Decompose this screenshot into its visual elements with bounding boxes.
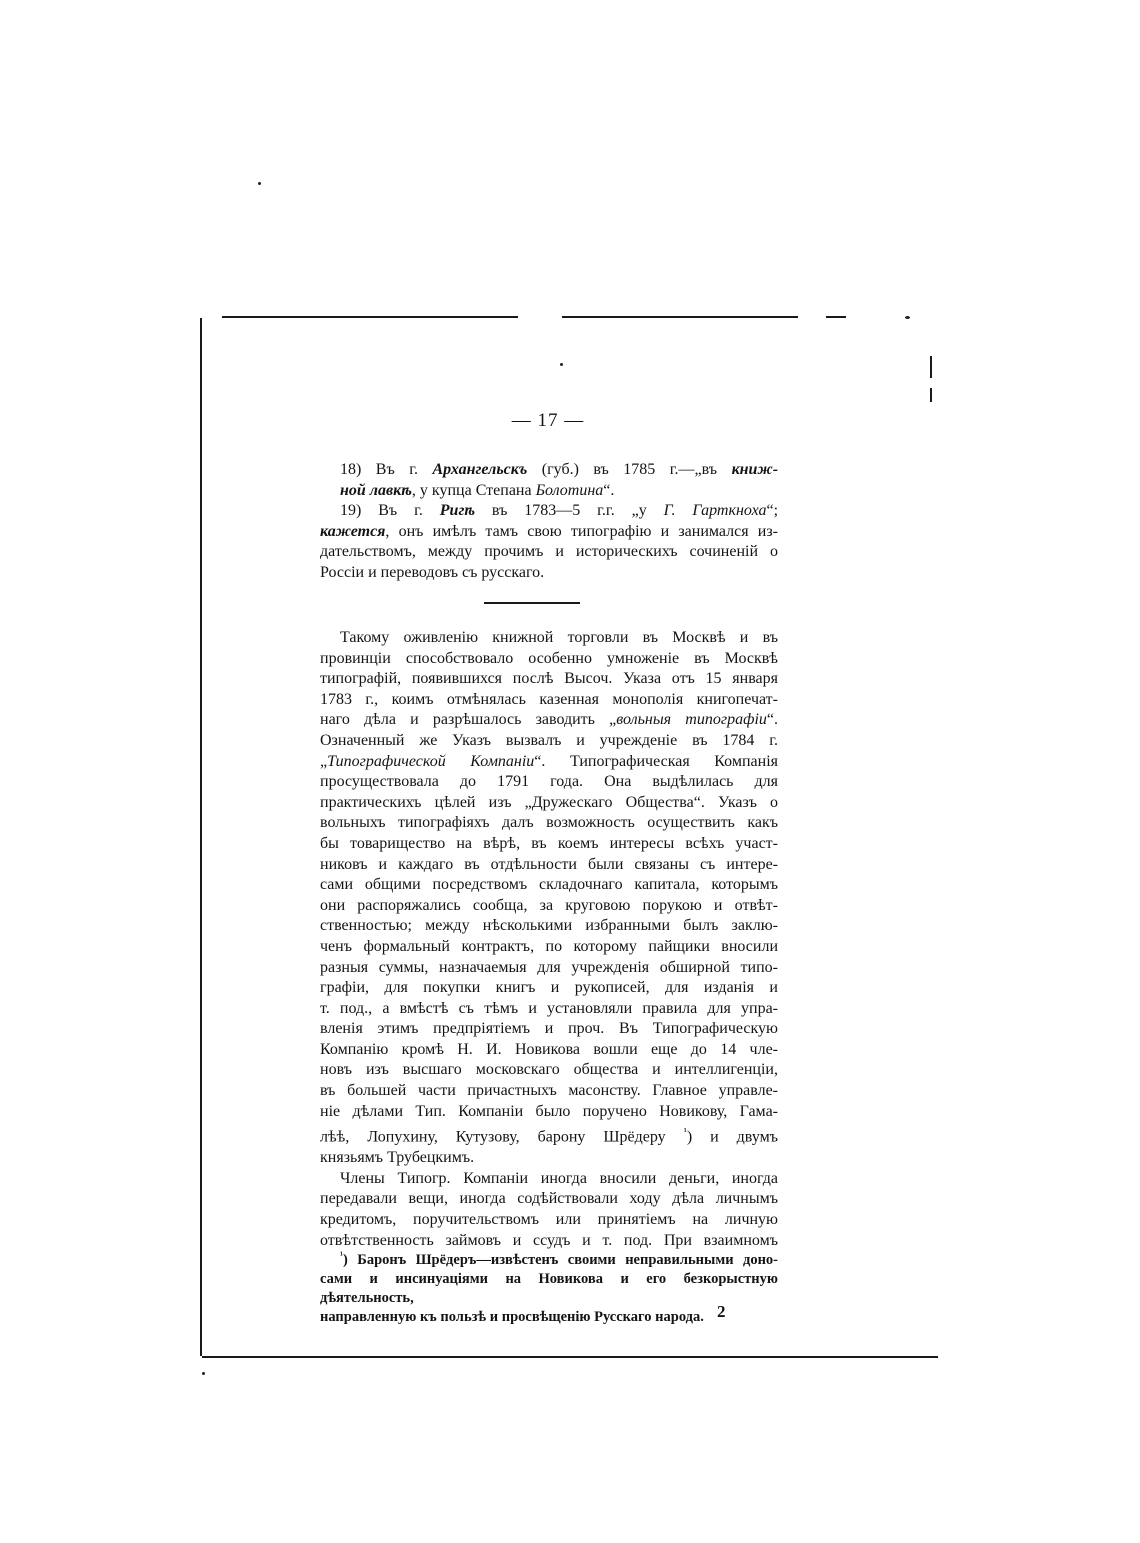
footnote-mark: ¹	[340, 1250, 343, 1261]
text-line: типографій, появившихся послѣ Высоч. Указа отъ 15 января	[320, 670, 778, 688]
signature-mark: 2	[717, 1302, 726, 1321]
text-line: Члены Типогр. Компаніи иногда вносили деньги, иногда	[340, 1169, 778, 1187]
text-fragment: “.	[766, 711, 778, 729]
entry-18-place: Архангельскъ	[432, 461, 528, 478]
entry-18-text: , у купца Степана	[411, 481, 536, 499]
text-line: сами общими посредствомъ складочнаго капитала, которымъ	[320, 876, 778, 894]
text-line: ніе дѣлами Тип. Компаніи было поручено Новикову, Гама-	[320, 1102, 778, 1120]
text-line: Означенный же Указъ вызвалъ и учрежденіе въ 1784 г.	[320, 731, 778, 749]
entry-19-text: “;	[766, 502, 779, 520]
text-line: Компанію кромѣ Н. И. Новикова вошли еще до 14 чле-	[320, 1040, 778, 1058]
text-emphasis: вольныя типографіи	[616, 711, 767, 729]
entry-19-line-2	[320, 522, 778, 543]
text-line: никовъ и каждаго въ отдѣльности были связаны съ интере-	[320, 855, 778, 873]
text-line: кредитомъ, поручительствомъ или принятіемъ на личную	[320, 1210, 778, 1228]
page-number: — 17 —	[511, 410, 585, 431]
entry-18-line-2	[320, 481, 778, 502]
entry-18-text: (губ.) въ 1785 г.—„въ	[527, 461, 732, 478]
entry-18-line-1	[320, 460, 778, 481]
entries-block	[320, 460, 778, 584]
footnote	[320, 1246, 778, 1327]
section-divider	[484, 602, 580, 604]
footnote-line	[320, 1246, 778, 1270]
entry-18-name: Болотина	[535, 481, 604, 499]
text-line	[320, 752, 778, 773]
text-fragment: наго дѣла и разрѣшалось заводить „	[320, 711, 617, 729]
body-text	[320, 628, 778, 1251]
paragraph-2	[320, 1169, 778, 1251]
text-line	[320, 710, 778, 731]
top-frame-line-2	[562, 316, 798, 318]
text-line: они распоряжались сообща, за круговою порукою и отвѣт-	[320, 896, 778, 914]
entry-19-text: , онъ имѣлъ тамъ свою типографію и занимался из-	[385, 522, 778, 540]
footnote-line: направленную къ пользѣ и просвѣщенію Русскаго народа.	[320, 1308, 704, 1325]
entry-19-line-1	[320, 501, 778, 522]
text-line: провинціи способствовало особенно умноженіе въ Москвѣ	[320, 649, 778, 667]
entry-18-shop: книж-	[731, 461, 779, 478]
entry-19-line-3: дательствомъ, между прочимъ и историческихъ сочиненій о	[320, 543, 778, 561]
top-frame-line	[222, 316, 518, 318]
text-fragment: лѣѣ, Лопухину, Кутузову, барону Шрёдеру	[320, 1128, 684, 1146]
text-line: 1783 г., коимъ отмѣнялась казенная монополія книгопечат-	[320, 690, 778, 708]
scan-speck	[905, 316, 910, 319]
text-line: ченъ формальный контрактъ, по которому пайщики вносили	[320, 937, 778, 955]
entry-18	[320, 460, 778, 501]
entry-19-place: Ригѣ	[439, 502, 476, 520]
entry-19	[320, 501, 778, 583]
entry-18-shop: ной лавкѣ	[340, 481, 412, 499]
entry-19-name: Г. Гарткноха	[663, 502, 767, 520]
text-line: князьямъ Трубецкимъ.	[320, 1149, 475, 1167]
entry-19-line-4: Россіи и переводовъ съ русскаго.	[320, 563, 545, 581]
text-line: графіи, для покупки книгъ и рукописей, для изданія и	[320, 979, 778, 997]
text-line: ственностью; между нѣсколькими избранными былъ заклю-	[320, 917, 778, 935]
text-line: разныя суммы, назначаемыя для учрежденія обширной типо-	[320, 958, 778, 976]
text-fragment: „	[320, 752, 328, 770]
entry-19-text: 19) Въ г.	[340, 502, 440, 520]
text-line: бы товарищество на вѣрѣ, въ коемъ интересы всѣхъ участ-	[320, 834, 778, 852]
left-frame-line	[200, 318, 202, 1356]
right-edge-mark	[930, 356, 932, 378]
text-line: практическихъ цѣлей изъ „Дружескаго Общества“. Указъ о	[320, 793, 778, 811]
text-line: Такому оживленію книжной торговли въ Москвѣ и въ	[340, 629, 778, 646]
right-edge-mark-2	[930, 388, 932, 402]
scan-speck	[560, 363, 563, 366]
scan-speck	[202, 1372, 205, 1375]
text-line: передавали вещи, иногда содѣйствовали ходу дѣла личнымъ	[320, 1190, 778, 1208]
text-line: въ большей части причастныхъ масонству. Главное управле-	[320, 1082, 778, 1100]
entry-19-text: кажется	[320, 522, 386, 540]
text-line	[320, 1122, 778, 1148]
entry-19-text: въ 1783—5 г.г. „у	[475, 502, 664, 520]
text-line: т. под., а вмѣстѣ съ тѣмъ и установляли правила для упра-	[320, 999, 778, 1017]
footnote-line: сами и инсинуаціями на Новикова и его безкорыстную дѣятельность,	[320, 1270, 778, 1306]
text-fragment: ) и двумъ	[686, 1128, 779, 1146]
text-line: вленія этимъ предпріятіемъ и проч. Въ Типографическую	[320, 1020, 778, 1038]
text-line: просуществовала до 1791 года. Она выдѣлилась для	[320, 773, 778, 791]
footnote-text: ) Баронъ Шрёдеръ—извѣстенъ своими неправильными доно-	[343, 1251, 778, 1268]
top-frame-line-3	[826, 316, 846, 318]
text-line: отвѣтственность займовъ и ссудъ и т. под. При взаимномъ	[320, 1231, 778, 1249]
text-emphasis: Типографической Компаніи	[327, 752, 535, 770]
text-line: вольныхъ типографіяхъ далъ возможность осуществить какъ	[320, 814, 778, 832]
entry-18-text: “.	[603, 481, 615, 499]
text-fragment: “. Типографическая Компанія	[534, 752, 778, 770]
paragraph-1	[320, 628, 778, 1169]
scan-speck	[258, 182, 261, 185]
footnote-ref: ¹	[683, 1126, 687, 1139]
bottom-frame-line	[202, 1356, 938, 1358]
entry-18-text: 18) Въ г.	[340, 461, 433, 478]
text-line: новъ изъ высшаго московскаго общества и интеллигенціи,	[320, 1061, 778, 1079]
